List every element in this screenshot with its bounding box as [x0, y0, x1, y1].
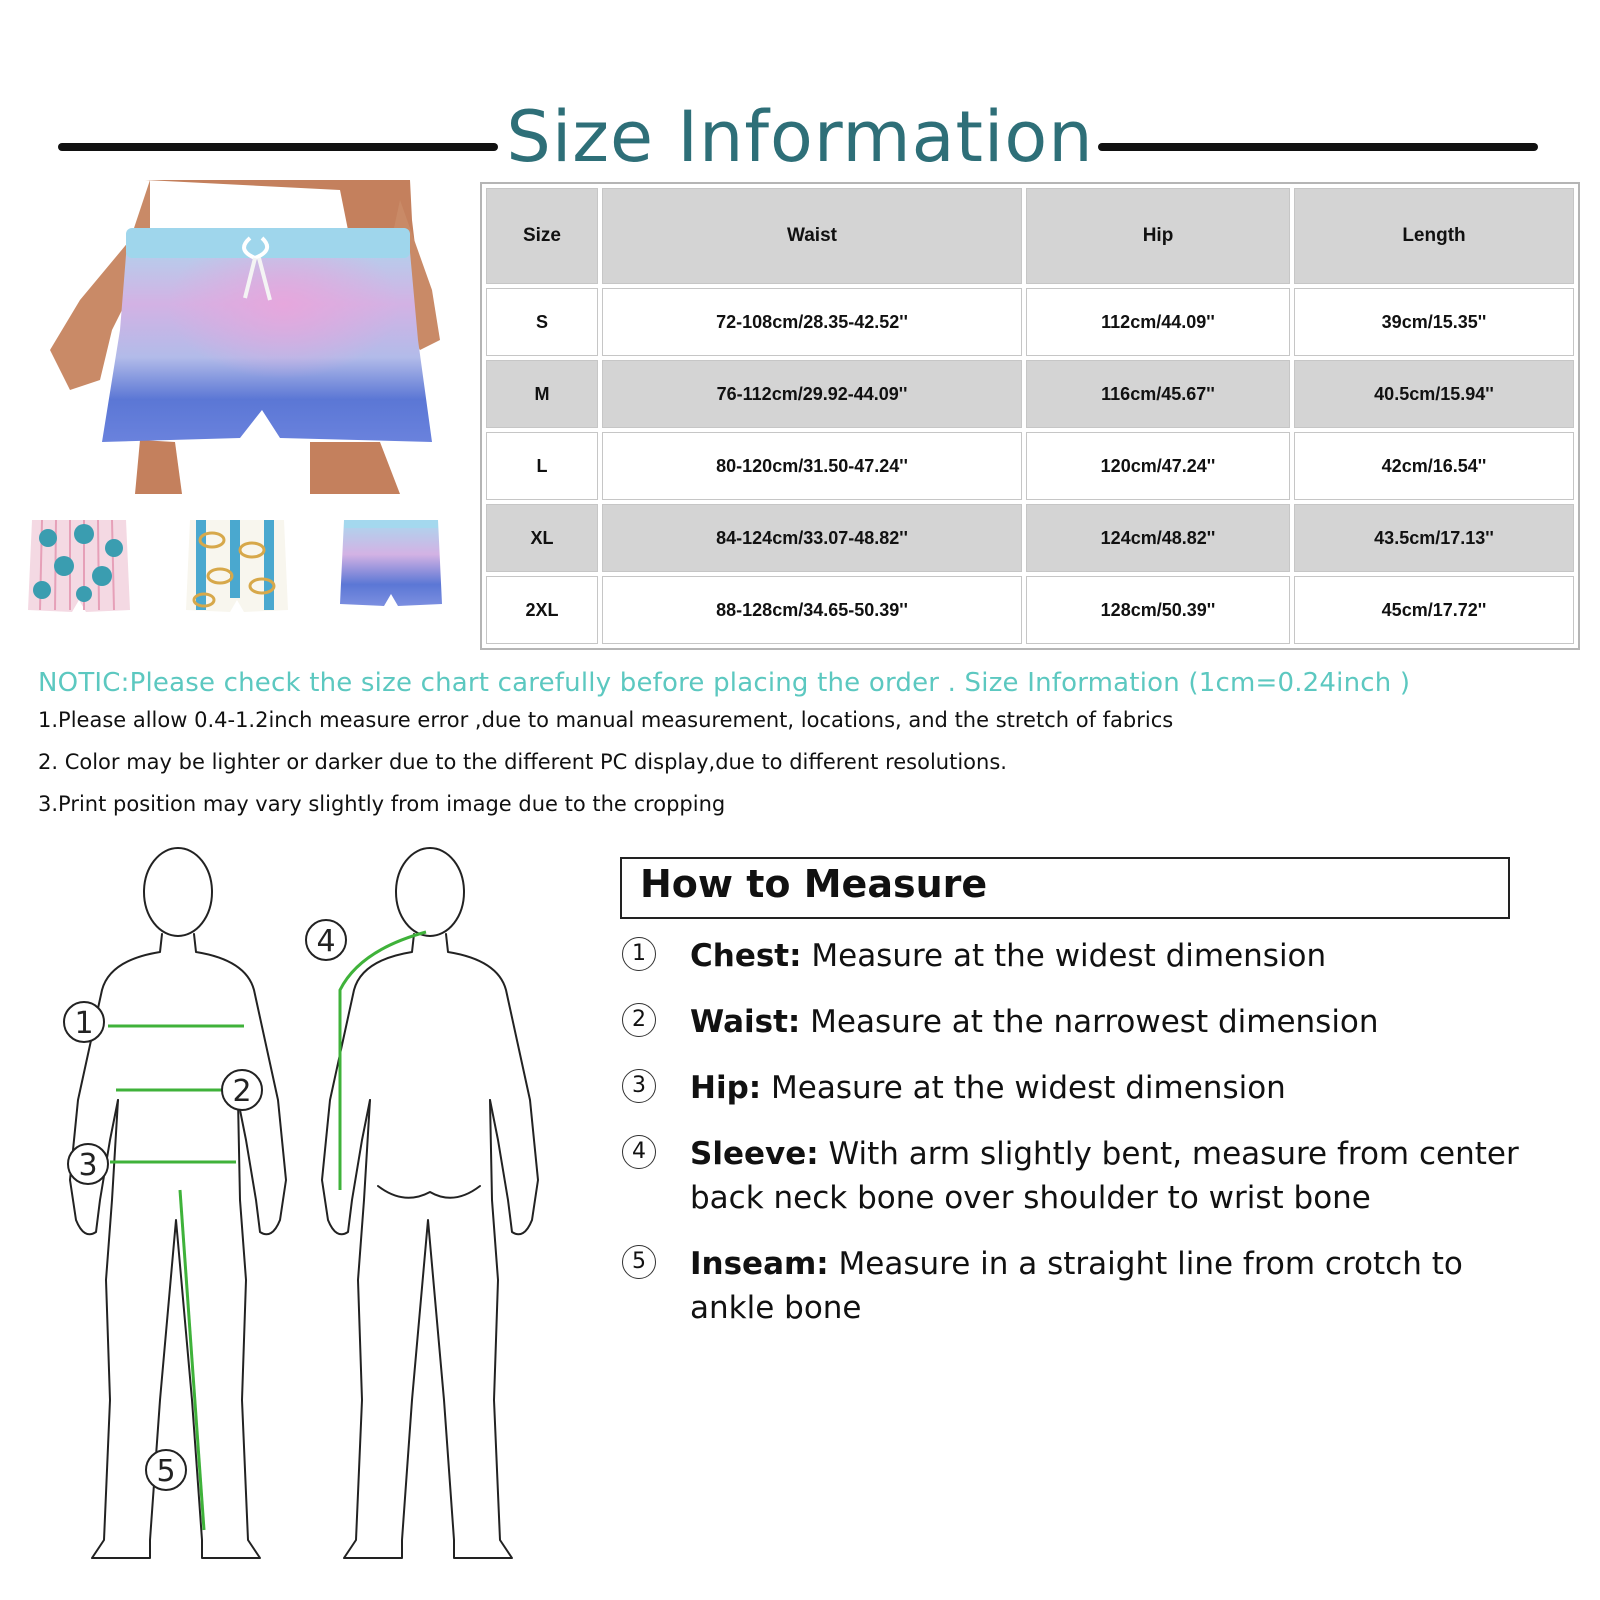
step-chest	[690, 934, 1530, 978]
step-text: With arm slightly bent, measure from center back neck bone over shoulder to wrist bone	[690, 1136, 1519, 1216]
step-label: Waist:	[690, 1004, 801, 1040]
cell-waist: 72-108cm/28.35-42.52''	[602, 288, 1022, 356]
column-header-length: Length	[1294, 188, 1574, 284]
step-text: Measure at the narrowest dimension	[800, 1004, 1379, 1040]
step-text: Measure at the widest dimension	[801, 938, 1327, 974]
cell-hip: 120cm/47.24''	[1026, 432, 1290, 500]
table-header-row	[486, 188, 1574, 284]
table-row	[486, 576, 1574, 644]
marker-3: 3	[78, 1148, 98, 1183]
how-to-measure-title: How to Measure	[640, 862, 988, 906]
step-label: Sleeve:	[690, 1136, 819, 1172]
step-label: Inseam:	[690, 1246, 829, 1282]
step-hip	[690, 1066, 1530, 1110]
cell-size: 2XL	[486, 576, 598, 644]
cell-hip: 112cm/44.09''	[1026, 288, 1290, 356]
cell-length: 40.5cm/15.94''	[1294, 360, 1574, 428]
cell-waist: 84-124cm/33.07-48.82''	[602, 504, 1022, 572]
cell-length: 45cm/17.72''	[1294, 576, 1574, 644]
table-row	[486, 360, 1574, 428]
step-number: 1	[622, 937, 656, 971]
step-number: 4	[622, 1135, 656, 1169]
step-text: Measure at the widest dimension	[761, 1070, 1286, 1106]
note-item: 3.Print position may vary slightly from image due to the cropping	[38, 792, 726, 816]
marker-2: 2	[232, 1074, 252, 1109]
product-thumbnail-tiedye[interactable]	[336, 520, 446, 620]
cell-size: L	[486, 432, 598, 500]
body-measure-diagram	[40, 840, 580, 1585]
product-image-main	[40, 180, 456, 494]
size-chart-table	[480, 182, 1580, 650]
step-inseam	[690, 1242, 1530, 1330]
column-header-waist: Waist	[602, 188, 1022, 284]
step-number: 3	[622, 1069, 656, 1103]
note-item: 1.Please allow 0.4-1.2inch measure error ,due to manual measurement, locations, and the stretch of fabrics	[38, 708, 1174, 732]
cell-hip: 116cm/45.67''	[1026, 360, 1290, 428]
step-label: Chest:	[690, 938, 802, 974]
sleeve-measure-line	[340, 932, 426, 1190]
title-rule-right	[1098, 143, 1538, 151]
cell-length: 42cm/16.54''	[1294, 432, 1574, 500]
table-row	[486, 504, 1574, 572]
note-item: 2. Color may be lighter or darker due to the different PC display,due to different resolutions.	[38, 750, 1007, 774]
title-rule-left	[58, 143, 498, 151]
table-row	[486, 432, 1574, 500]
column-header-size: Size	[486, 188, 598, 284]
step-label: Hip:	[690, 1070, 762, 1106]
column-header-hip: Hip	[1026, 188, 1290, 284]
marker-5: 5	[156, 1454, 176, 1489]
cell-size: M	[486, 360, 598, 428]
cell-size: S	[486, 288, 598, 356]
step-sleeve	[690, 1132, 1530, 1220]
marker-1: 1	[74, 1006, 94, 1041]
step-number: 2	[622, 1003, 656, 1037]
step-number: 5	[622, 1245, 656, 1279]
cell-waist: 80-120cm/31.50-47.24''	[602, 432, 1022, 500]
cell-length: 43.5cm/17.13''	[1294, 504, 1574, 572]
product-thumbnail-palm[interactable]	[24, 520, 134, 620]
cell-waist: 76-112cm/29.92-44.09''	[602, 360, 1022, 428]
notice-headline: NOTIC:Please check the size chart carefully before placing the order . Size Information (1cm=0.24inch )	[38, 668, 1411, 698]
step-text: Measure in a straight line from crotch to ankle bone	[690, 1246, 1463, 1326]
cell-length: 39cm/15.35''	[1294, 288, 1574, 356]
product-thumbnail-chain[interactable]	[182, 520, 292, 620]
marker-4: 4	[316, 924, 336, 959]
cell-hip: 128cm/50.39''	[1026, 576, 1290, 644]
cell-size: XL	[486, 504, 598, 572]
table-row	[486, 288, 1574, 356]
step-waist	[690, 1000, 1530, 1044]
cell-hip: 124cm/48.82''	[1026, 504, 1290, 572]
page-title: Size Information	[506, 96, 1094, 178]
cell-waist: 88-128cm/34.65-50.39''	[602, 576, 1022, 644]
